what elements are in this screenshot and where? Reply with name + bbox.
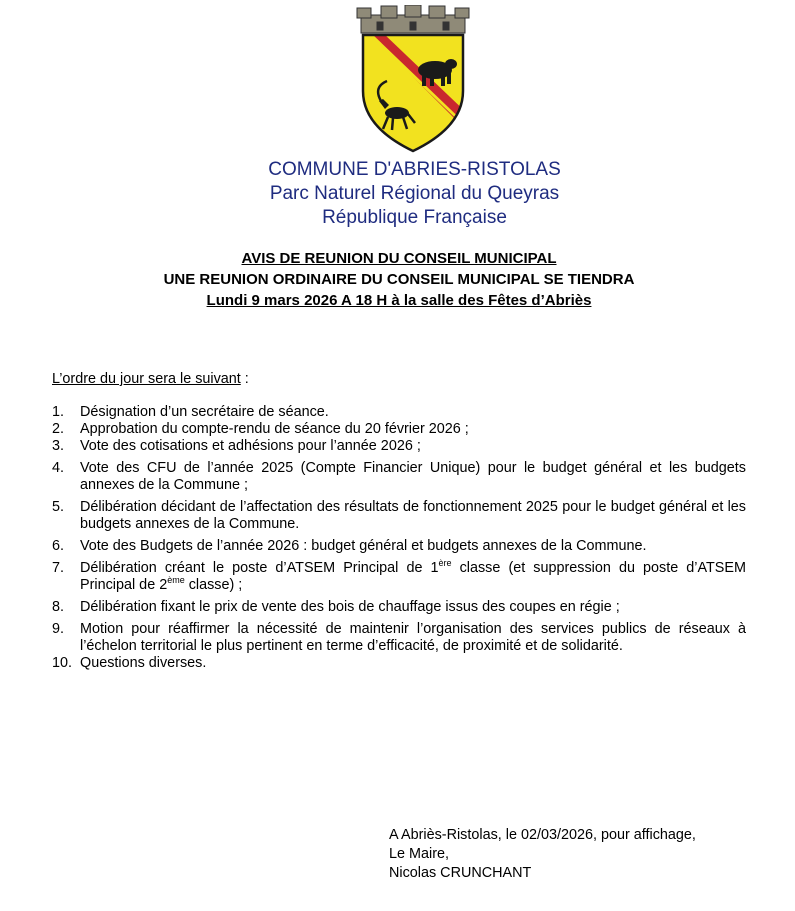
agenda-item-number: 1. bbox=[52, 404, 65, 420]
agenda-item bbox=[52, 560, 746, 594]
agenda-item-number: 4. bbox=[52, 460, 65, 476]
agenda-item bbox=[52, 499, 746, 533]
agenda-item-number: 8. bbox=[52, 599, 65, 615]
agenda-intro-colon: : bbox=[240, 371, 249, 387]
agenda-item bbox=[52, 421, 746, 438]
agenda-intro-label: L’ordre du jour sera le suivant bbox=[52, 371, 241, 387]
agenda-item bbox=[52, 404, 746, 421]
place-date: A Abriès-Ristolas, le 02/03/2026, pour affichage, bbox=[389, 827, 696, 843]
agenda-item-text: Vote des cotisations et adhésions pour l’année 2026 ; bbox=[80, 438, 421, 454]
agenda-item-text: Questions diverses. bbox=[80, 655, 207, 671]
notice-subtitle: UNE REUNION ORDINAIRE DU CONSEIL MUNICIPAL SE TIENDRA bbox=[163, 271, 635, 288]
agenda-item-number: 6. bbox=[52, 538, 65, 554]
agenda-item-text: Délibération fixant le prix de vente des bois de chauffage issus des coupes en régie ; bbox=[80, 599, 620, 615]
signatory-role: Le Maire, bbox=[389, 846, 449, 862]
agenda-item-text: Délibération décidant de l’affectation des résultats de fonctionnement 2025 pour le budget général et les budgets annexes de la Commune. bbox=[80, 499, 746, 532]
agenda-item-text: Approbation du compte-rendu de séance du 20 février 2026 ; bbox=[80, 421, 469, 437]
agenda-item-number: 5. bbox=[52, 499, 65, 515]
mural-crown-icon bbox=[357, 5, 469, 33]
agenda-list bbox=[52, 404, 746, 672]
agenda-item-text-part1: Délibération créant le poste d’ATSEM Principal de 1 bbox=[80, 560, 439, 576]
agenda-item bbox=[52, 655, 746, 672]
agenda-item bbox=[52, 538, 746, 555]
shield-field bbox=[355, 33, 471, 153]
signatory-name: Nicolas CRUNCHANT bbox=[389, 865, 532, 881]
agenda-item-number: 2. bbox=[52, 421, 65, 437]
agenda-item-number: 9. bbox=[52, 621, 65, 637]
agenda-item-number: 3. bbox=[52, 438, 65, 454]
republic-name: République Française bbox=[322, 207, 507, 228]
ordinal-superscript: ème bbox=[167, 575, 185, 585]
park-name: Parc Naturel Régional du Queyras bbox=[269, 183, 560, 204]
agenda-intro bbox=[52, 371, 249, 387]
commune-name: COMMUNE D'ABRIES-RISTOLAS bbox=[268, 159, 561, 180]
agenda-item-text: Motion pour réaffirmer la nécessité de maintenir l’organisation des services publics de réseaux à l’échelon territorial le plus pertinent en terme d’efficacité, de proximité et de solidarité. bbox=[80, 621, 746, 654]
agenda-item-text: Désignation d’un secrétaire de séance. bbox=[80, 404, 329, 420]
meeting-date-location: Lundi 9 mars 2026 A 18 H à la salle des Fêtes d’Abriès bbox=[206, 292, 592, 309]
agenda-item bbox=[52, 460, 746, 494]
agenda-item-text: Vote des CFU de l’année 2025 (Compte Financier Unique) pour le budget général et les budgets annexes de la Commune ; bbox=[80, 460, 746, 493]
agenda-item-text-part3: classe) ; bbox=[184, 577, 243, 593]
agenda-item bbox=[52, 621, 746, 655]
agenda-item-number: 10. bbox=[52, 655, 73, 671]
agenda-item bbox=[52, 438, 746, 455]
signature-block bbox=[389, 826, 696, 883]
ordinal-superscript: ère bbox=[438, 558, 452, 568]
agenda-item-number: 7. bbox=[52, 560, 65, 576]
agenda-item bbox=[52, 599, 746, 616]
agenda-item-text-part2: classe (et suppression du poste d’ATSEM Principal de 2 bbox=[80, 560, 746, 593]
notice-title: AVIS DE REUNION DU CONSEIL MUNICIPAL bbox=[241, 250, 557, 267]
agenda-item-text: Vote des Budgets de l’année 2026 : budget général et budgets annexes de la Commune. bbox=[80, 538, 647, 554]
coat-of-arms-emblem bbox=[355, 5, 471, 153]
